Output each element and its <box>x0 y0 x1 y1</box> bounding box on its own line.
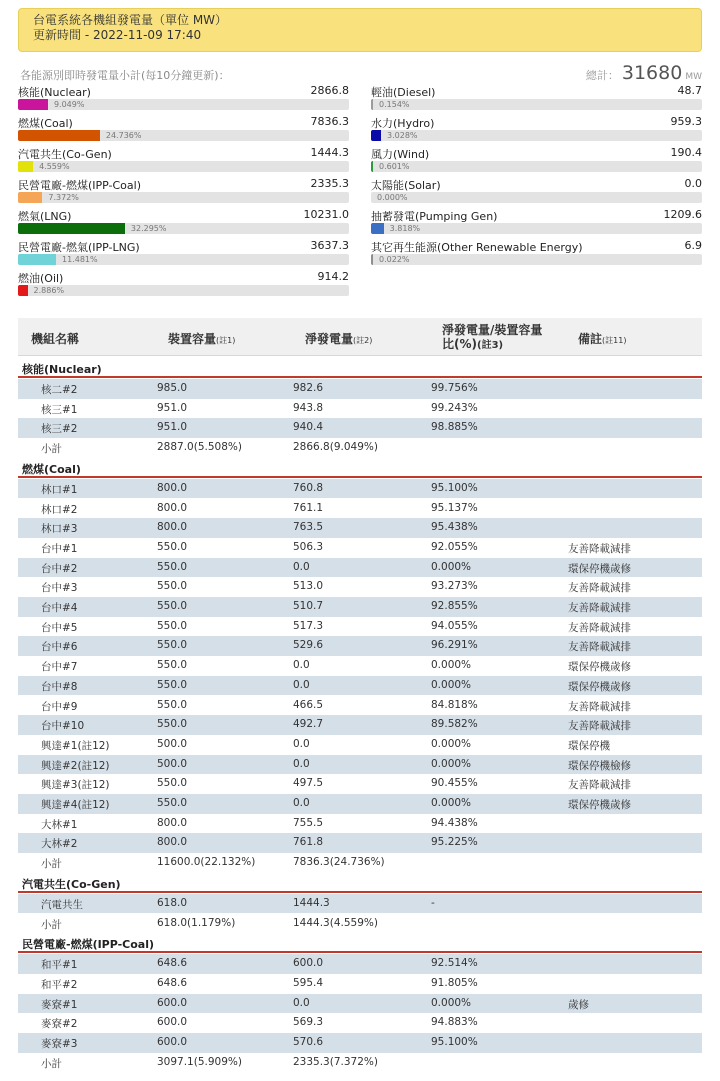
ratio-cell: 0.000% <box>431 797 472 809</box>
ratio-cell: 84.818% <box>431 698 478 711</box>
net-generation-cell: 2866.8(9.049%) <box>293 441 378 454</box>
unit-name-cell: 和平#1 <box>41 959 78 972</box>
capacity-cell: 800.0 <box>157 481 188 494</box>
table-row <box>18 636 702 656</box>
remark-cell: 友善降載減排 <box>568 621 631 634</box>
energy-source-item <box>371 177 702 205</box>
unit-name-cell: 小計 <box>41 443 62 456</box>
table-row <box>18 418 702 438</box>
energy-source-item <box>18 146 349 174</box>
capacity-cell: 11600.0(22.132%) <box>157 856 256 869</box>
energy-share-fill <box>18 192 42 203</box>
table-row <box>18 479 702 499</box>
capacity-cell: 800.0 <box>157 521 188 534</box>
subtotal-row <box>18 438 702 458</box>
energy-share-percent: 7.372% <box>48 193 79 202</box>
table-row <box>18 794 702 814</box>
section-header: 汽電共生(Co-Gen) <box>18 873 702 893</box>
ratio-cell: 95.225% <box>431 836 478 849</box>
net-generation-cell: 1444.3 <box>293 896 330 909</box>
ratio-cell: 99.756% <box>431 382 478 394</box>
ratio-cell: 94.883% <box>431 1016 478 1029</box>
energy-source-item <box>371 84 702 112</box>
capacity-cell: 618.0 <box>157 896 188 909</box>
energy-share-bar <box>371 130 702 141</box>
net-generation-cell: 529.6 <box>293 639 324 652</box>
unit-name-cell: 林口#3 <box>41 523 78 536</box>
energy-source-name: 民營電廠-燃煤(IPP-Coal) <box>18 179 141 192</box>
unit-name-cell: 大林#1 <box>41 818 78 831</box>
unit-name-cell: 興達#3(註12) <box>41 779 110 792</box>
unit-name-cell: 台中#3 <box>41 582 78 595</box>
table-header <box>18 318 702 356</box>
capacity-cell: 550.0 <box>157 540 188 553</box>
net-generation-cell: 595.4 <box>293 976 324 989</box>
unit-name-cell: 麥寮#1 <box>41 998 78 1011</box>
energy-source-value: 10231.0 <box>303 208 349 221</box>
unit-name-cell: 核三#1 <box>41 403 78 416</box>
energy-share-percent: 9.049% <box>53 100 85 109</box>
capacity-cell: 600.0 <box>157 1016 188 1029</box>
energy-share-percent: 0.000% <box>377 193 408 202</box>
table-row <box>18 656 702 676</box>
net-generation-cell: 0.0 <box>293 737 310 750</box>
unit-name-cell: 大林#2 <box>41 838 78 851</box>
energy-source-value: 190.4 <box>670 146 702 159</box>
remark-cell: 友善降載減排 <box>568 779 631 792</box>
net-generation-cell: 761.1 <box>293 501 324 514</box>
unit-name-cell: 核三#2 <box>41 423 78 436</box>
col-remark: 備註(註11) <box>578 332 627 346</box>
energy-share-bar <box>371 223 702 234</box>
ratio-cell: 89.582% <box>431 718 478 731</box>
unit-name-cell: 台中#9 <box>41 700 78 713</box>
ratio-cell: 91.805% <box>431 976 478 989</box>
subtotal-row <box>18 1053 702 1073</box>
net-generation-cell: 492.7 <box>293 718 324 731</box>
ratio-cell: 95.100% <box>431 481 478 494</box>
energy-share-bar <box>18 223 349 234</box>
ratio-cell: 0.000% <box>431 757 472 770</box>
net-generation-cell: 760.8 <box>293 481 324 494</box>
capacity-cell: 951.0 <box>157 421 188 434</box>
ratio-cell: 92.514% <box>431 957 478 970</box>
net-generation-cell: 763.5 <box>293 521 324 534</box>
remark-cell: 環保停機檢修 <box>568 759 631 772</box>
ratio-cell: 95.137% <box>431 501 478 514</box>
ratio-cell: 92.855% <box>431 600 478 612</box>
net-generation-cell: 1444.3(4.559%) <box>293 916 378 929</box>
capacity-cell: 550.0 <box>157 718 188 731</box>
col-ratio: 淨發電量/裝置容量 比(%)(註3) <box>442 323 543 351</box>
remark-cell: 友善降載減排 <box>568 641 631 654</box>
unit-name-cell: 台中#5 <box>41 621 78 634</box>
section-header: 燃煤(Coal) <box>18 458 702 478</box>
table-row <box>18 814 702 834</box>
remark-cell: 友善降載減排 <box>568 542 631 555</box>
energy-source-item <box>18 270 349 298</box>
energy-source-value: 1444.3 <box>310 146 349 159</box>
ratio-cell: 96.291% <box>431 639 478 652</box>
col-unit-name: 機組名稱 <box>31 332 80 346</box>
energy-source-name: 風力(Wind) <box>371 148 430 161</box>
remark-cell: 環保停機歲修 <box>568 799 631 811</box>
net-generation-cell: 0.0 <box>293 996 310 1009</box>
energy-source-item <box>18 208 349 236</box>
net-generation-cell: 0.0 <box>293 757 310 770</box>
unit-name-cell: 小計 <box>41 918 62 931</box>
table-row <box>18 894 702 914</box>
net-generation-cell: 517.3 <box>293 619 324 632</box>
energy-share-bar <box>371 99 702 110</box>
table-row <box>18 994 702 1014</box>
table-row <box>18 833 702 853</box>
col-net-generation: 淨發電量(註2) <box>305 332 373 346</box>
table-row <box>18 379 702 399</box>
net-generation-cell: 0.0 <box>293 797 310 809</box>
capacity-cell: 618.0(1.179%) <box>157 916 236 929</box>
table-row <box>18 676 702 696</box>
net-generation-cell: 466.5 <box>293 698 324 711</box>
table-row <box>18 715 702 735</box>
energy-source-name: 水力(Hydro) <box>371 117 435 130</box>
energy-share-percent: 0.154% <box>379 100 410 109</box>
unit-name-cell: 興達#2(註12) <box>41 759 110 772</box>
unit-name-cell: 台中#4 <box>41 602 78 614</box>
energy-source-item <box>18 115 349 143</box>
energy-share-bar <box>371 161 702 172</box>
energy-share-fill <box>18 285 28 296</box>
energy-source-item <box>18 84 349 112</box>
net-generation-cell: 569.3 <box>293 1016 324 1029</box>
ratio-cell: 94.055% <box>431 619 478 632</box>
table-row <box>18 399 702 419</box>
net-generation-cell: 0.0 <box>293 678 310 691</box>
energy-source-name: 核能(Nuclear) <box>18 86 91 99</box>
capacity-cell: 550.0 <box>157 678 188 691</box>
table-row <box>18 954 702 974</box>
energy-share-bar <box>371 192 702 203</box>
unit-name-cell: 汽電共生 <box>41 898 83 911</box>
net-generation-cell: 2335.3(7.372%) <box>293 1055 378 1068</box>
energy-source-item <box>371 115 702 143</box>
net-generation-cell: 940.4 <box>293 421 324 434</box>
energy-source-name: 燃油(Oil) <box>18 272 64 285</box>
energy-source-value: 3637.3 <box>310 239 349 252</box>
energy-share-bar <box>18 130 349 141</box>
remark-cell: 友善降載減排 <box>568 720 631 733</box>
net-generation-cell: 510.7 <box>293 600 324 612</box>
energy-source-item <box>371 146 702 174</box>
unit-name-cell: 台中#10 <box>41 720 85 733</box>
unit-name-cell: 麥寮#3 <box>41 1038 78 1050</box>
remark-cell: 歲修 <box>568 998 589 1011</box>
table-row <box>18 558 702 578</box>
energy-share-fill <box>18 130 100 141</box>
total-label: 總計： <box>585 69 619 82</box>
capacity-cell: 800.0 <box>157 836 188 849</box>
ratio-cell: 0.000% <box>431 678 472 691</box>
update-banner <box>18 8 702 52</box>
unit-name-cell: 小計 <box>41 1057 62 1070</box>
energy-share-percent: 3.028% <box>387 131 418 140</box>
capacity-cell: 985.0 <box>157 382 188 394</box>
unit-name-cell: 林口#2 <box>41 503 78 516</box>
unit-name-cell: 台中#1 <box>41 542 78 555</box>
table-row <box>18 974 702 994</box>
unit-name-cell: 興達#4(註12) <box>41 799 110 811</box>
table-row <box>18 518 702 538</box>
energy-share-fill <box>371 99 373 110</box>
energy-source-value: 2335.3 <box>310 177 349 190</box>
capacity-cell: 550.0 <box>157 619 188 632</box>
energy-share-percent: 0.601% <box>379 162 410 171</box>
energy-share-fill <box>371 223 384 234</box>
unit-name-cell: 台中#8 <box>41 680 78 693</box>
unit-name-cell: 台中#6 <box>41 641 78 654</box>
net-generation-cell: 0.0 <box>293 560 310 573</box>
table-row <box>18 755 702 775</box>
energy-share-percent: 3.818% <box>389 224 421 233</box>
energy-source-item <box>371 239 702 267</box>
net-generation-cell: 506.3 <box>293 540 324 553</box>
update-time: 更新時間 - 2022-11-09 17:40 <box>33 28 202 42</box>
net-generation-cell: 0.0 <box>293 659 310 672</box>
energy-share-percent: 24.736% <box>105 131 142 140</box>
ratio-cell: 0.000% <box>431 737 472 750</box>
energy-source-name: 太陽能(Solar) <box>371 179 441 192</box>
energy-source-value: 7836.3 <box>310 115 349 128</box>
remark-cell: 友善降載減排 <box>568 602 631 614</box>
capacity-cell: 648.6 <box>157 976 188 989</box>
net-generation-cell: 570.6 <box>293 1036 324 1048</box>
energy-share-bar <box>18 285 349 296</box>
subtotal-row <box>18 853 702 873</box>
energy-share-percent: 4.559% <box>39 162 70 171</box>
unit-name-cell: 核二#2 <box>41 384 78 396</box>
capacity-cell: 3097.1(5.909%) <box>157 1055 242 1068</box>
net-generation-cell: 761.8 <box>293 836 324 849</box>
table-row <box>18 617 702 637</box>
total-value: 31680 <box>621 62 683 84</box>
ratio-cell: 0.000% <box>431 659 472 672</box>
capacity-cell: 550.0 <box>157 560 188 573</box>
capacity-cell: 550.0 <box>157 600 188 612</box>
capacity-cell: 550.0 <box>157 580 188 593</box>
energy-share-fill <box>371 254 373 265</box>
ratio-cell: 95.100% <box>431 1036 478 1048</box>
unit-name-cell: 興達#1(註12) <box>41 739 110 752</box>
unit-name-cell: 麥寮#2 <box>41 1018 78 1031</box>
capacity-cell: 500.0 <box>157 737 188 750</box>
energy-share-percent: 0.022% <box>379 255 410 264</box>
energy-source-item <box>371 208 702 236</box>
ratio-cell: 90.455% <box>431 777 478 790</box>
energy-source-name: 燃氣(LNG) <box>18 210 72 223</box>
table-row <box>18 538 702 558</box>
capacity-cell: 550.0 <box>157 639 188 652</box>
net-generation-cell: 755.5 <box>293 816 324 829</box>
page-title: 台電系統各機組發電量（單位 MW） <box>33 13 228 27</box>
energy-share-fill <box>371 130 381 141</box>
energy-share-percent: 2.886% <box>33 286 65 295</box>
unit-name-cell: 台中#7 <box>41 661 78 674</box>
unit-name-cell: 林口#1 <box>41 483 78 496</box>
capacity-cell: 800.0 <box>157 501 188 514</box>
energy-share-percent: 11.481% <box>62 255 98 264</box>
unit-name-cell: 小計 <box>41 858 62 871</box>
net-generation-cell: 943.8 <box>293 401 324 414</box>
energy-source-value: 48.7 <box>677 84 702 97</box>
capacity-cell: 500.0 <box>157 757 188 770</box>
table-row <box>18 1013 702 1033</box>
table-row <box>18 597 702 617</box>
energy-share-bar <box>371 254 702 265</box>
subtotal-row <box>18 914 702 934</box>
energy-source-value: 6.9 <box>684 239 702 252</box>
energy-source-name: 汽電共生(Co-Gen) <box>18 148 112 161</box>
remark-cell: 友善降載減排 <box>568 700 631 713</box>
ratio-cell: 0.000% <box>431 560 472 573</box>
ratio-cell: 92.055% <box>431 540 478 553</box>
net-generation-cell: 982.6 <box>293 382 324 394</box>
energy-share-percent: 32.295% <box>130 224 167 233</box>
ratio-cell: 0.000% <box>431 996 472 1009</box>
capacity-cell: 550.0 <box>157 659 188 672</box>
energy-share-fill <box>18 161 33 172</box>
capacity-cell: 648.6 <box>157 957 188 970</box>
remark-cell: 友善降載減排 <box>568 582 631 595</box>
remark-cell: 環保停機歲修 <box>568 661 631 674</box>
summary-caption: 各能源別即時發電量小計(每10分鐘更新)： <box>20 69 230 82</box>
energy-source-name: 其它再生能源(Other Renewable Energy) <box>371 241 583 254</box>
remark-cell: 環保停機歲修 <box>568 562 631 575</box>
net-generation-cell: 513.0 <box>293 580 324 593</box>
table-row <box>18 1033 702 1053</box>
energy-source-name: 民營電廠-燃氣(IPP-LNG) <box>18 241 140 254</box>
energy-source-value: 1209.6 <box>663 208 702 221</box>
capacity-cell: 550.0 <box>157 698 188 711</box>
ratio-cell: 95.438% <box>431 521 478 534</box>
energy-share-fill <box>18 254 56 265</box>
energy-source-value: 0.0 <box>684 177 702 190</box>
energy-source-value: 959.3 <box>670 115 702 128</box>
section-header: 核能(Nuclear) <box>18 358 702 378</box>
net-generation-cell: 7836.3(24.736%) <box>293 856 385 869</box>
total-unit: MW <box>685 72 702 82</box>
unit-name-cell: 台中#2 <box>41 562 78 575</box>
ratio-cell: 94.438% <box>431 816 478 829</box>
energy-source-item <box>18 177 349 205</box>
unit-name-cell: 和平#2 <box>41 978 78 991</box>
energy-source-name: 抽蓄發電(Pumping Gen) <box>371 210 498 223</box>
energy-share-fill <box>371 161 373 172</box>
capacity-cell: 800.0 <box>157 816 188 829</box>
ratio-cell: 98.885% <box>431 421 478 434</box>
capacity-cell: 600.0 <box>157 1036 188 1048</box>
remark-cell: 環保停機歲修 <box>568 680 631 693</box>
section-header: 民營電廠-燃煤(IPP-Coal) <box>18 933 702 953</box>
capacity-cell: 550.0 <box>157 797 188 809</box>
table-row <box>18 577 702 597</box>
table-row <box>18 774 702 794</box>
energy-source-name: 輕油(Diesel) <box>371 86 436 99</box>
energy-source-value: 914.2 <box>317 270 349 283</box>
table-row <box>18 696 702 716</box>
net-generation-cell: 497.5 <box>293 777 324 790</box>
table-row <box>18 499 702 519</box>
remark-cell: 環保停機 <box>568 739 610 752</box>
capacity-cell: 951.0 <box>157 401 188 414</box>
ratio-cell: 99.243% <box>431 401 478 414</box>
energy-share-fill <box>18 223 125 234</box>
capacity-cell: 550.0 <box>157 777 188 790</box>
col-capacity: 裝置容量(註1) <box>168 332 236 346</box>
total-output <box>586 62 702 84</box>
net-generation-cell: 600.0 <box>293 957 324 970</box>
energy-share-fill <box>18 99 48 110</box>
energy-source-value: 2866.8 <box>310 84 349 97</box>
ratio-cell: 93.273% <box>431 580 478 593</box>
ratio-cell: - <box>431 896 435 909</box>
energy-source-item <box>18 239 349 267</box>
energy-source-name: 燃煤(Coal) <box>18 117 73 130</box>
table-row <box>18 735 702 755</box>
capacity-cell: 2887.0(5.508%) <box>157 441 242 454</box>
capacity-cell: 600.0 <box>157 996 188 1009</box>
